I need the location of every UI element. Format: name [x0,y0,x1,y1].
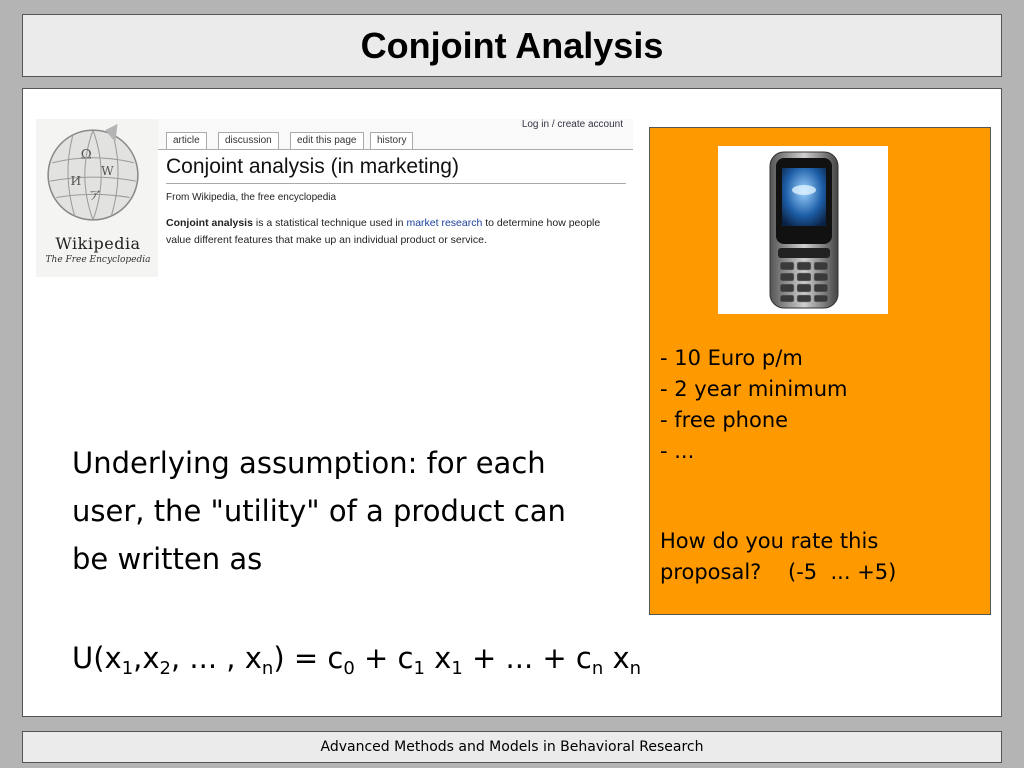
offer-term: - ... [660,439,695,463]
formula-subscript: n [591,658,604,679]
formula-subscript: 1 [121,658,134,679]
wikipedia-logo [36,119,158,277]
formula-part: + c [354,641,414,675]
utility-formula [72,641,641,679]
wikipedia-tagline: The Free Encyclopedia [45,255,151,265]
tab-edit-this-page[interactable]: edit this page [290,132,364,149]
formula-subscript: 1 [413,658,425,679]
market-research-link[interactable]: market research [406,217,483,229]
tab-article[interactable]: article [166,132,207,149]
footer-bar [22,731,1002,763]
formula-part: x [424,641,452,675]
formula-subscript: 2 [159,658,171,679]
formula-subscript: n [261,658,274,679]
svg-text:W: W [101,164,114,179]
title-bar [22,14,1002,77]
mobile-phone-icon [718,146,888,314]
article-text: is a statistical technique used in [252,217,407,229]
tab-history[interactable]: history [370,132,413,149]
formula-part: + ... + c [462,641,592,675]
article-source: From Wikipedia, the free encyclopedia [166,192,337,203]
formula-part: ) = c [273,641,344,675]
wikipedia-article [166,155,626,249]
svg-text:ア: ア [88,188,102,203]
assumption-text: Underlying assumption: for each user, the "utility" of a product can be written as [72,446,566,576]
svg-text:Ω: Ω [80,147,92,163]
offer-term: - free phone [660,408,789,432]
rating-question: How do you rate this proposal? (-5 ... +5) [660,529,897,584]
footer-text: Advanced Methods and Models in Behavioral Research [320,739,704,755]
offer-term: - 2 year minimum [660,377,848,401]
login-link[interactable]: Log in / create account [521,119,623,130]
tab-discussion[interactable]: discussion [218,132,279,149]
wikipedia-globe-icon [42,121,144,225]
article-term: Conjoint analysis [166,217,253,229]
slide-title: Conjoint Analysis [360,24,664,66]
svg-text:И: И [70,174,82,189]
article-heading: Conjoint analysis (in marketing) [166,155,626,184]
offer-panel [649,127,991,615]
formula-subscript: 0 [343,658,355,679]
formula-part: , ... , x [171,641,262,675]
wikipedia-wordmark: Wikipedia [55,234,141,253]
formula-part: U(x [72,641,122,675]
formula-subscript: n [629,658,642,679]
formula-part: x [603,641,630,675]
wikipedia-tab-bar [158,119,633,150]
offer-terms [660,343,847,467]
formula-subscript: 1 [451,658,463,679]
formula-part: ,x [133,641,160,675]
slide-content [22,88,1002,717]
wikipedia-screenshot [36,119,633,277]
article-text-end: to determine how people value different features that make up an individual product or service. [166,217,601,246]
phone-image [718,146,888,314]
offer-term: - 10 Euro p/m [660,346,803,370]
article-summary [166,215,626,249]
